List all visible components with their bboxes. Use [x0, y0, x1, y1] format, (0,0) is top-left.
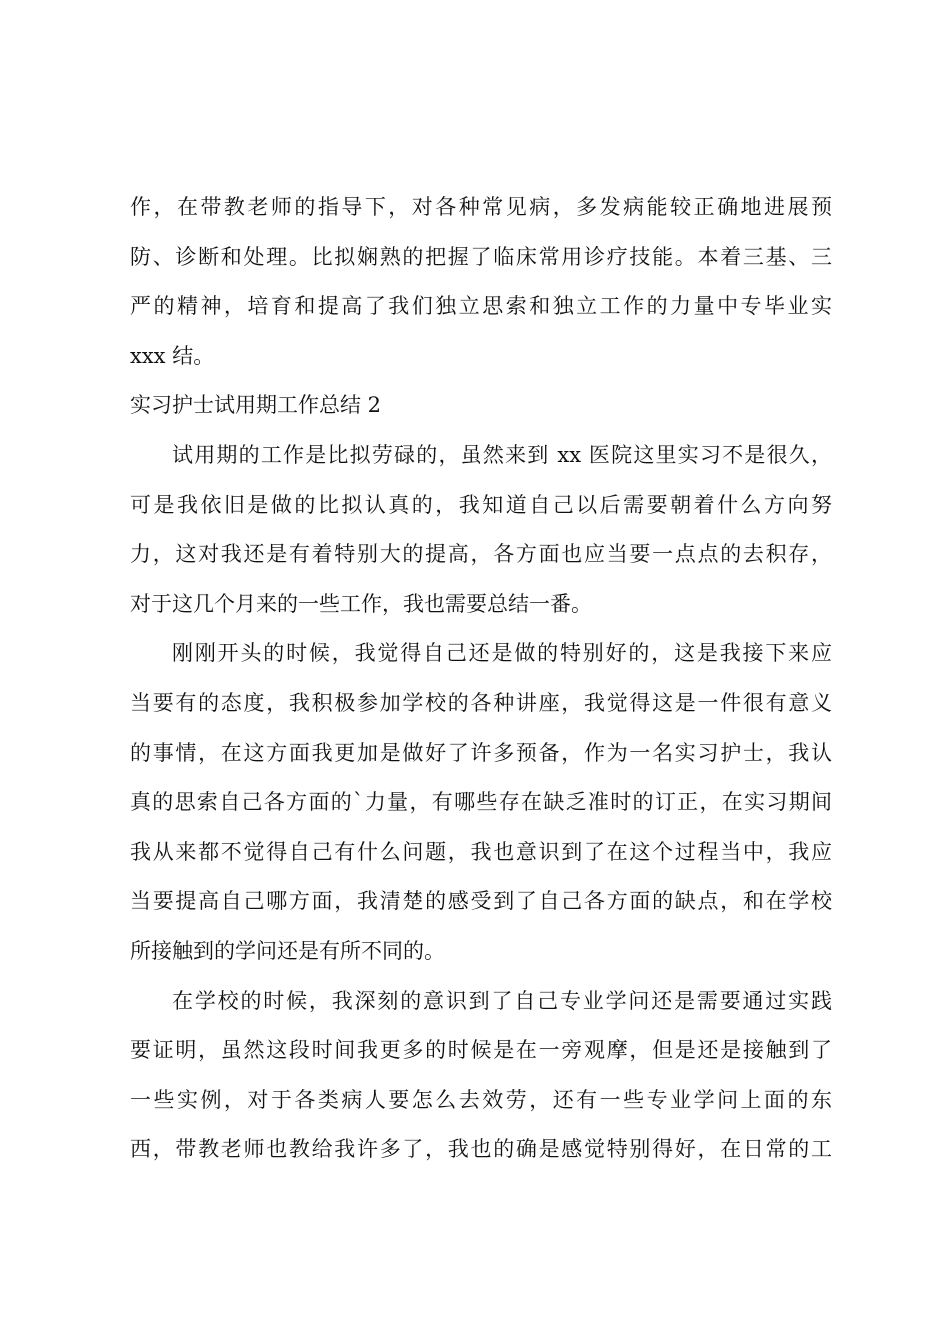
text-line: 西，带教老师也教给我许多了，我也的确是感觉特别得好，在日常的工 [130, 1137, 832, 1162]
text-line: 力，这对我还是有着特别大的提高，各方面也应当要一点点的去积存， [130, 542, 832, 567]
text-line: 刚刚开头的时候，我觉得自己还是做的特别好的，这是我接下来应 [172, 641, 832, 666]
paragraph-continued [130, 183, 832, 381]
text-line: 试用期的工作是比拟劳碌的，虽然来到 xx 医院这里实习不是很久， [172, 442, 832, 467]
text-line: 真的思索自己各方面的`力量，有哪些存在缺乏准时的订正，在实习期间 [130, 790, 832, 815]
paragraph-2 [130, 431, 832, 629]
text-line: 当要有的态度，我积极参加学校的各种讲座，我觉得这是一件很有意义 [130, 690, 832, 715]
section-heading: 实习护士试用期工作总结 2 [130, 393, 382, 418]
paragraph-4 [130, 977, 832, 1175]
text-line: 对于这几个月来的一些工作，我也需要总结一番。 [130, 591, 592, 616]
document-body [130, 183, 832, 1175]
text-line: 作，在带教老师的指导下，对各种常见病，多发病能较正确地进展预 [130, 195, 832, 219]
text-line: 的事情，在这方面我更加是做好了许多预备，作为一名实习护士，我认 [130, 740, 832, 765]
text-line: 可是我依旧是做的比拟认真的，我知道自己以后需要朝着什么方向努 [130, 492, 832, 517]
text-line: 当要提高自己哪方面，我清楚的感受到了自己各方面的缺点，和在学校 [130, 889, 832, 914]
text-line: 要证明，虽然这段时间我更多的时候是在一旁观摩，但是还是接触到了 [130, 1038, 832, 1063]
text-line: 我从来都不觉得自己有什么问题，我也意识到了在这个过程当中，我应 [130, 839, 832, 864]
paragraph-3 [130, 629, 832, 976]
text-line: 严的精神，培育和提高了我们独立思索和独立工作的力量中专毕业实 [130, 294, 832, 319]
text-line: 在学校的时候，我深刻的意识到了自己专业学问还是需要通过实践 [172, 988, 832, 1013]
text-line: 一些实例，对于各类病人要怎么去效劳，还有一些专业学问上面的东 [130, 1087, 832, 1112]
text-line: xxx 结。 [130, 343, 215, 368]
text-line: 所接触到的学问还是有所不同的。 [130, 938, 445, 963]
text-line: 防、诊断和处理。比拟娴熟的把握了临床常用诊疗技能。本着三基、三 [130, 244, 832, 269]
